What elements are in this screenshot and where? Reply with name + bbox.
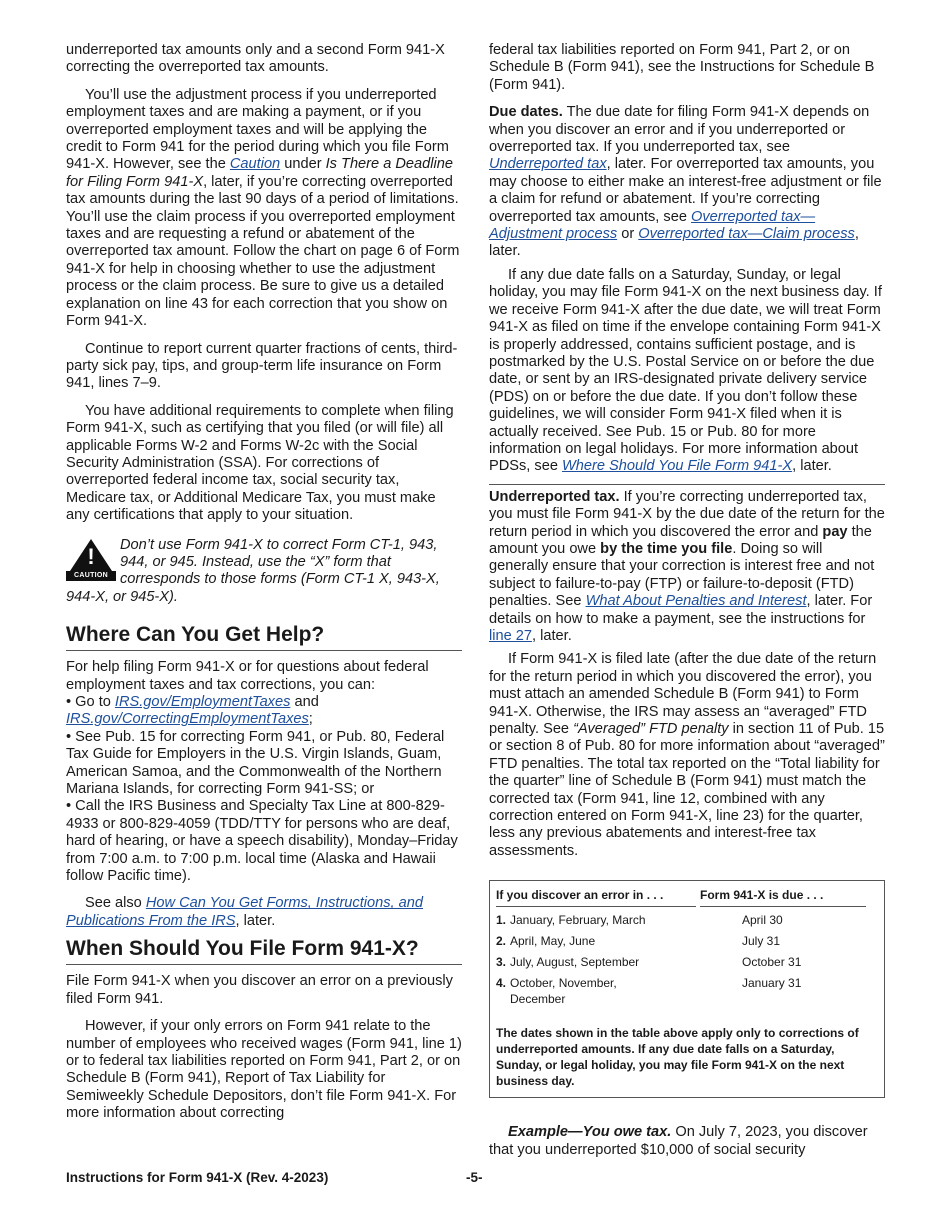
paragraph: If Form 941-X is filed late (after the due date of the return for the return period in which you discovered the error), you must attach an amended Schedule B (Form 941) to Form 941-X. Otherwise, the IRS may assess an “averaged” FTD penalty. See “Averaged” FTD penalty in section 11 of Pub. 15 or section 8 of Pub. 80 for more information about “averaged” FTD penalties. The total tax reported on the “Total liability for the quarter” line of Schedule B (Form 941) must match the corrected tax (Form 941, line 12, combined with any correction entered on Form 941-X, line 23) for the quarter, less any previous abatements and interest-free tax assessments. <box>489 651 885 859</box>
paragraph: If any due date falls on a Saturday, Sunday, or legal holiday, you may file Form 941-X on the next business day. If we receive Form 941-X after the due date, we will treat Form 941-X as filed on time if the envelope containing Form 941-X is properly addressed, contains sufficient postage, and is postmarked by the U.S. Postal Service on or before the due date, or sent by an IRS-designated private delivery service (PDS) on or before the due date. If you don’t follow these guidelines, we will consider Form 941-X filed when it is actually received. See Pub. 15 or Pub. 80 for more information on legal holidays. For more information about PDSs, see Where Should You File Form 941-X, later. <box>489 266 882 475</box>
left-column <box>66 42 462 1123</box>
paragraph: underreported tax amounts only and a second Form 941-X correcting the overreported tax amounts. <box>66 42 445 76</box>
correcting-employment-taxes-link[interactable]: IRS.gov/CorrectingEmploymentTaxes <box>66 711 309 728</box>
line-27-link[interactable]: line 27 <box>489 628 533 644</box>
claim-process-link[interactable]: Overreported tax—Claim process <box>638 226 855 243</box>
paragraph: For help filing Form 941-X or for questions about federal employment taxes and tax corrections, you can: <box>66 659 429 693</box>
page-footer <box>66 1170 885 1185</box>
caution-note <box>66 537 462 607</box>
table-note: The dates shown in the table above apply only to corrections of underreported amounts. If any due date falls on a Saturday, Sunday, or legal holiday, you may file Form 941-X on the next business day. <box>496 1026 859 1089</box>
table-row: 2. April, May, June July 31 <box>496 934 781 949</box>
bullet-item: • Call the IRS Business and Specialty Tax Line at 800-829-4933 or 800-829-4059 (TDD/TTY for persons who are deaf, hard of hearing, or have a speech disability), Monday–Friday from 7:00 a.m. to 7:00 p.m. local time (Alaska and Hawaii follow Pacific time). <box>66 798 458 885</box>
table-row: 4. October, November, December January 31 <box>496 976 802 1007</box>
underreported-paragraph: Underreported tax. If you’re correcting underreported tax, you must file Form 941-X by the due date of the return for the return period in which you discovered the error and pay the amount you owe by the time you file. Doing so will generally ensure that your correction is interest free and not subject to failure-to-pay (FTP) or failure-to-deposit (FTD) penalties. See What About Penalties and Interest, later. For details on how to make a payment, see the instructions for line 27, later. <box>489 488 885 644</box>
employment-taxes-link[interactable]: IRS.gov/EmploymentTaxes <box>114 694 291 710</box>
divider <box>489 484 885 485</box>
underreported-tax-link[interactable]: Underreported tax <box>489 156 607 173</box>
table-header: If you discover an error in . . . Form 941-X is due . . . <box>496 887 878 907</box>
section-heading-when: When Should You File Form 941-X? <box>66 936 462 965</box>
footer-title: Instructions for Form 941-X (Rev. 4-2023) <box>66 1170 329 1185</box>
paragraph: File Form 941-X when you discover an error on a previously filed Form 941. <box>66 973 453 1007</box>
page-number: -5- <box>466 1170 483 1185</box>
bullet-item: • Go to IRS.gov/EmploymentTaxes and IRS.gov/CorrectingEmploymentTaxes; <box>66 694 319 728</box>
caution-text: Don’t use Form 941-X to correct Form CT-1, 943, 944, or 945. Instead, use the “X” form that corresponds to those forms (Form CT-1 X, 943-X, 944-X, or 945-X). <box>66 536 440 605</box>
penalties-interest-link[interactable]: What About Penalties and Interest <box>585 593 807 610</box>
due-date-table <box>489 880 885 1098</box>
adjustment-process-link[interactable]: Overreported tax—Adjustment process <box>489 208 816 243</box>
paragraph: You have additional requirements to complete when filing Form 941-X, such as certifying that you filed (or will file) all applicable Forms W-2 and Forms W-2c with the Social Security Administration (SSA). For corrections of overreported federal income tax, social security tax, Medicare tax, or Additional Medicare Tax, you must make any certifications that apply to your situation. <box>66 402 454 524</box>
paragraph: federal tax liabilities reported on Form 941, Part 2, or on Schedule B (Form 941), see the Instructions for Schedule B (Form 941). <box>489 42 875 93</box>
paragraph: However, if your only errors on Form 941 relate to the number of employees who received wages (Form 941, line 1) or to federal tax liabilities reported on Form 941, Part 2, or on Schedule B (Form 941), Report of Tax Liability for Semiweekly Schedule Depositors, don’t file Form 941-X. For more information about correcting <box>66 1018 462 1122</box>
due-dates-paragraph: Due dates. The due date for filing Form 941-X depends on when you discover an error and if you underreported or overreported tax. If you underreported tax, see Underreported tax, later. For overreported tax amounts, you may choose to either make an interest-free adjustment or file a claim for refund or abatement. If you’re correcting overreported tax amounts, see Overreported tax—Adjustment process or Overreported tax—Claim process, later. <box>489 104 882 260</box>
caution-icon: ! CAUTION <box>66 539 116 581</box>
right-column <box>489 42 885 1159</box>
table-row: 3. July, August, September October 31 <box>496 955 802 970</box>
section-heading-help: Where Can You Get Help? <box>66 622 462 651</box>
paragraph: Continue to report current quarter fractions of cents, third-party sick pay, tips, and group-term life insurance on Form 941, lines 7–9. <box>66 340 458 392</box>
example-paragraph: Example—You owe tax. On July 7, 2023, you discover that you underreported $10,000 of social security <box>489 1124 868 1158</box>
where-to-file-link[interactable]: Where Should You File Form 941-X <box>562 458 793 475</box>
paragraph: You’ll use the adjustment process if you underreported employment taxes and are making a payment, or if you overreported employment taxes and will be applying the credit to Form 941 for the period during which you file Form 941-X. However, see the Caution under Is There a Deadline for Filing Form 941-X, later, if you’re correcting overreported tax amounts during the last 90 days of a period of limitations. You’ll use the claim process if you overreported employment taxes and are requesting a refund or abatement of the overreported tax amount. Follow the chart on page 6 of Form 941-X for help in choosing whether to use the adjustment process or the claim process. Be sure to give us a detailed explanation on line 43 for each correction that you show on Form 941-X. <box>66 86 460 330</box>
paragraph: See also How Can You Get Forms, Instructions, and Publications From the IRS, later. <box>66 895 423 929</box>
table-row: 1. January, February, March April 30 <box>496 913 783 928</box>
caution-link[interactable]: Caution <box>229 156 281 173</box>
bullet-item: • See Pub. 15 for correcting Form 941, or Pub. 80, Federal Tax Guide for Employers in the U.S. Virgin Islands, Guam, American Samoa, and the Commonwealth of the Northern Mariana Islands, for correcting Form 941-SS; or <box>66 728 445 798</box>
get-forms-link[interactable]: How Can You Get Forms, Instructions, and Publications From the IRS <box>66 895 423 929</box>
